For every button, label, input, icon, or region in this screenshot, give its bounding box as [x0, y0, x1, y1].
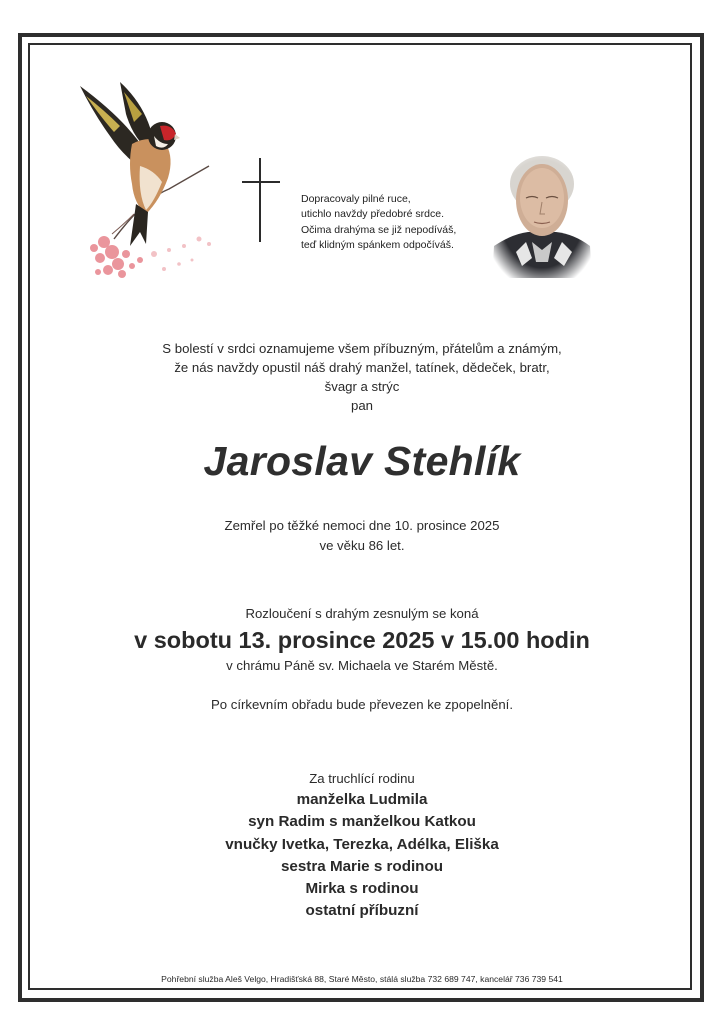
funeral-service-footer: Pohřební služba Aleš Velgo, Hradišťská 88, Staré Město, stálá služba 732 689 747, kancelář 736 739 541	[161, 974, 563, 984]
mourners-list	[0, 789, 724, 923]
cremation-note: Po církevním obřadu bude převezen ke zpopelnění.	[210, 697, 514, 712]
death-date-line: Zemřel po těžké nemoci dne 10. prosince 2025	[224, 518, 500, 533]
age-line: ve věku 86 let.	[319, 537, 405, 553]
mourners-intro: Za truchlící rodinu	[309, 771, 415, 786]
announcement-text	[0, 339, 724, 415]
mourner-item: syn Radim s manželkou Katkou	[248, 813, 476, 831]
memorial-poem	[301, 192, 491, 253]
farewell-place: v chrámu Páně sv. Michaela ve Starém Městě.	[226, 658, 498, 673]
goldfinch-bird-icon	[74, 74, 219, 286]
portrait-photo	[492, 150, 592, 278]
announcement-line: S bolestí v srdci oznamujeme všem příbuzným, přátelům a známým,	[162, 341, 562, 356]
cross-icon	[240, 156, 282, 244]
deceased-name: Jaroslav Stehlík	[203, 438, 521, 484]
farewell-intro: Rozloučení s drahým zesnulým se koná	[245, 606, 479, 621]
poem-line: Dopracovaly pilné ruce,	[301, 193, 411, 205]
mourner-item: Mirka s rodinou	[305, 880, 419, 898]
poem-line: teď klidným spánkem odpočíváš.	[301, 238, 454, 251]
announcement-line: švagr a strýc	[324, 379, 400, 394]
poem-line: utichlo navždy předobré srdce.	[301, 208, 444, 221]
mourner-item: ostatní příbuzní	[305, 902, 419, 920]
poem-line: Očima drahýma se již nepodíváš,	[301, 223, 457, 236]
mourner-item: sestra Marie s rodinou	[280, 857, 444, 875]
farewell-date-time: v sobotu 13. prosince 2025 v 15.00 hodin	[134, 627, 590, 653]
announcement-line: že nás navždy opustil náš drahý manžel, tatínek, dědeček, bratr,	[174, 360, 550, 375]
mourner-item: manželka Ludmila	[296, 791, 428, 808]
mourner-item: vnučky Ivetka, Terezka, Adélka, Eliška	[225, 835, 499, 853]
death-info	[0, 516, 724, 555]
announcement-line: pan	[350, 398, 373, 413]
